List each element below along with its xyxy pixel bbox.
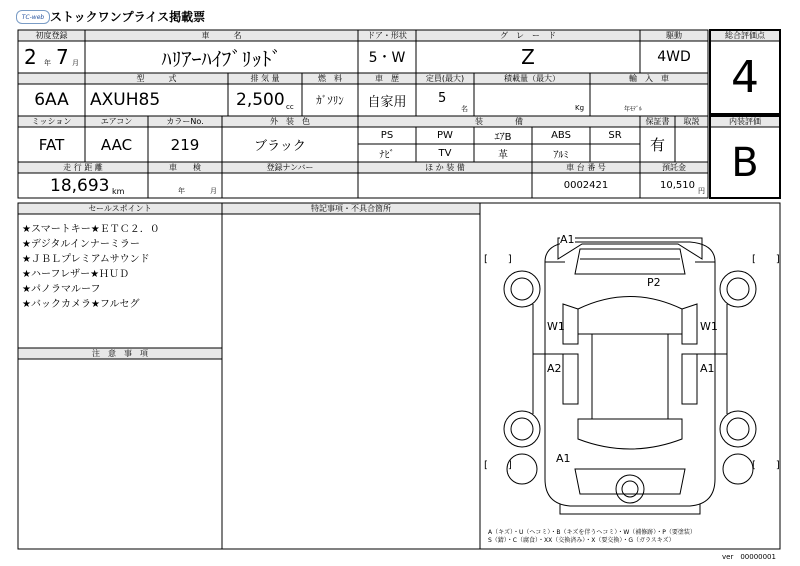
label-history: 車 歴 bbox=[375, 74, 399, 83]
displacement-unit: cc bbox=[286, 103, 294, 111]
vehicle-no: 0002421 bbox=[563, 180, 609, 191]
equip-sr: SR bbox=[608, 130, 622, 141]
mark-right-front-door: W1 bbox=[700, 320, 718, 333]
label-aircon: エアコン bbox=[100, 117, 133, 126]
label-drive: 駆動 bbox=[666, 31, 682, 40]
mark-right-rear-door: A1 bbox=[700, 362, 715, 375]
capacity: 5 bbox=[438, 91, 447, 106]
label-load: 積載量（最大） bbox=[504, 74, 560, 83]
month-unit: 月 bbox=[72, 59, 79, 67]
label-fuel: 燃 料 bbox=[318, 74, 342, 83]
label-special-notes: 特記事項・不具合箇所 bbox=[311, 204, 391, 213]
equip-tv: TV bbox=[438, 147, 452, 159]
label-equipment: 装 備 bbox=[475, 117, 523, 126]
bracket-front-right: [ ] bbox=[752, 254, 780, 265]
deposit: 10,510 bbox=[660, 180, 695, 191]
mark-left-front-door: W1 bbox=[547, 320, 565, 333]
label-sales-points: セールスポイント bbox=[88, 204, 152, 213]
year-unit: 年 bbox=[44, 59, 51, 67]
bracket-rear-right: [ ] bbox=[752, 460, 780, 471]
label-cautions: 注 意 事 項 bbox=[92, 349, 148, 358]
ext-color: ブラック bbox=[254, 139, 306, 154]
mission: FAT bbox=[38, 135, 65, 154]
equip-abs: ABS bbox=[551, 130, 571, 141]
mileage-unit: km bbox=[112, 187, 125, 196]
sales-point-item: ★デジタルインナーミラー bbox=[22, 239, 140, 250]
label-first-reg: 初度登録 bbox=[35, 31, 68, 40]
label-manual: 取説 bbox=[683, 117, 700, 126]
label-door-shape: ドア・形状 bbox=[367, 31, 407, 40]
door-shape: 5・W bbox=[368, 50, 406, 66]
load-unit: Kg bbox=[575, 104, 585, 112]
label-warranty: 保証書 bbox=[645, 117, 670, 126]
label-vehicle-no: 車 台 番 号 bbox=[566, 163, 606, 172]
equip-alumi: ｱﾙﾐ bbox=[553, 149, 569, 161]
displacement: 2,500 bbox=[236, 90, 285, 110]
equip-navi: ﾅﾋﾞ bbox=[379, 149, 395, 161]
wheel-rear-right bbox=[720, 411, 756, 447]
fuel: ｶﾞｿﾘﾝ bbox=[316, 94, 344, 107]
grade: Z bbox=[521, 45, 535, 69]
bracket-rear-left: [ ] bbox=[484, 460, 512, 471]
mark-left-rear-door: A2 bbox=[547, 362, 562, 375]
mark-rear-left: A1 bbox=[556, 452, 571, 465]
label-grade: グ レ ー ド bbox=[500, 31, 556, 40]
model: AXUH85 bbox=[90, 90, 161, 110]
car-name: ﾊﾘｱｰﾊｲﾌﾞﾘｯﾄﾞ bbox=[161, 46, 282, 71]
deposit-unit: 円 bbox=[698, 187, 705, 195]
mileage: 18,693 bbox=[50, 176, 110, 196]
wheel-rear-left bbox=[504, 411, 540, 447]
spare-tire bbox=[616, 475, 644, 503]
aircon: AAC bbox=[100, 135, 133, 154]
interior-score: B bbox=[731, 139, 759, 186]
warranty: 有 bbox=[649, 136, 665, 154]
capacity-unit: 名 bbox=[461, 105, 468, 113]
first-reg-month: 7 bbox=[56, 45, 69, 69]
inspection-year: 年 bbox=[178, 187, 185, 195]
label-interior-score: 内装評価 bbox=[729, 117, 761, 126]
history: 自家用 bbox=[367, 94, 407, 110]
equip-airbag: ｴｱB bbox=[494, 132, 512, 143]
damage-legend bbox=[488, 529, 696, 545]
mark-front-bumper: A1 bbox=[560, 233, 575, 246]
label-overall-score: 総合評価点 bbox=[725, 31, 765, 40]
sales-point-item: ★ＪＢＬプレミアムサウンド bbox=[22, 254, 150, 265]
label-capacity: 定員(最大) bbox=[425, 74, 465, 83]
equip-ps: PS bbox=[380, 130, 394, 141]
first-reg-year: 2 bbox=[24, 45, 37, 69]
label-model: 型 式 bbox=[136, 74, 177, 83]
import-model-year: 年ﾓﾃﾞﾙ bbox=[624, 106, 643, 113]
label-import: 輸 入 車 bbox=[629, 74, 669, 83]
model-prefix: 6AA bbox=[34, 90, 69, 110]
label-displacement: 排 気 量 bbox=[250, 74, 280, 83]
sales-point-item: ★バックカメラ★フルセグ bbox=[22, 299, 140, 310]
label-ext-color: 外 装 色 bbox=[270, 117, 310, 126]
label-deposit: 預託金 bbox=[662, 163, 686, 172]
sales-points-list bbox=[22, 222, 160, 312]
label-reg-number: 登録ナンバー bbox=[266, 163, 314, 172]
inspection-month: 月 bbox=[210, 187, 217, 195]
sales-point-item: ★パノラマルーフ bbox=[22, 284, 101, 295]
label-mission: ミッション bbox=[31, 117, 72, 126]
legend-line-1: A（キズ）・U（ヘコミ）・B（キズを伴うヘコミ）・W（補修跡）・P（要塗装） bbox=[488, 529, 696, 536]
equip-pw: PW bbox=[437, 130, 453, 141]
sales-point-item: ★ハーフレザー★ＨＵＤ bbox=[22, 269, 130, 280]
car-body-outline bbox=[545, 242, 715, 506]
wheel-front-left bbox=[504, 271, 540, 307]
sales-point-item: ★スマートキー★ＥＴＣ２．０ bbox=[22, 224, 160, 235]
mark-roof: P2 bbox=[647, 276, 661, 289]
legend-line-2: S（錆）・C（腐食）・XX（交換済み）・X（要交換）・G（ガラスキズ） bbox=[488, 537, 675, 544]
logo-text: TC-web bbox=[21, 13, 45, 21]
label-inspection: 車 検 bbox=[169, 163, 201, 172]
label-color-no: カラーNo. bbox=[166, 117, 204, 126]
bracket-front-left: [ ] bbox=[484, 254, 512, 265]
drive: 4WD bbox=[657, 49, 691, 65]
wheel-front-right bbox=[720, 271, 756, 307]
overall-score: 4 bbox=[731, 52, 759, 103]
version-label: ver 00000001 bbox=[722, 553, 776, 561]
label-car-name: 車 名 bbox=[201, 31, 242, 40]
label-other-equipment: ほ か 装 備 bbox=[425, 163, 465, 172]
roof-panel bbox=[592, 334, 668, 419]
color-no: 219 bbox=[170, 135, 200, 154]
car-damage-diagram bbox=[480, 214, 780, 549]
equip-leather: 革 bbox=[498, 149, 508, 161]
page-title: ストックワンプライス掲載票 bbox=[50, 10, 206, 24]
label-mileage: 走 行 距 離 bbox=[63, 163, 103, 172]
